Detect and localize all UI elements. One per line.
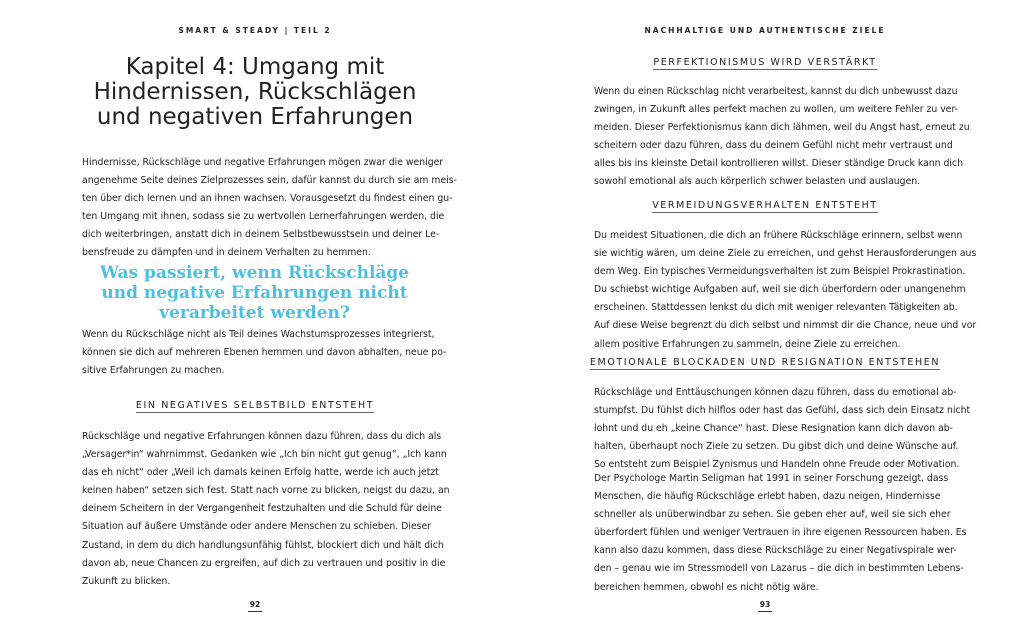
subheading-line: verarbeitet werden? [159,303,350,323]
title-line: Hindernissen, Rückschlägen [93,79,417,105]
text-line: dem Weg. Ein typisches Vermeidungsverhalten ist zum Beispiel Prokrastination. [594,266,966,278]
paragraph [594,227,977,354]
text-line: sowohl emotional als auch körperlich schwer belasten und auslaugen. [594,176,921,188]
text-line: erscheinen. Stattdessen lenkst du dich mit weniger relevanten Tätigkeiten ab. [594,302,958,314]
text-line: überfordert fühlen und weniger Vertrauen in ihre eigenen Ressourcen haben. Es [594,527,967,539]
page-number [0,600,510,612]
section-heading-text: VERMEIDUNGSVERHALTEN ENTSTEHT [652,200,878,211]
text-line: sitive Erfahrungen zu machen. [82,365,225,377]
section-heading [0,400,510,413]
text-line: Der Psychologe Martin Seligman hat 1991 in seiner Forschung gezeigt, dass [594,473,949,484]
text-line: Hindernisse, Rückschläge und negative Erfahrungen mögen zwar die weniger [82,157,444,168]
text-line: „Versager*in“ wahrnimmst. Gedanken wie „Ich bin nicht gut genug“, „Ich kann [82,449,447,461]
text-line: Situation auf äußere Umstände oder andere Menschen zu schieben. Dieser [82,521,432,533]
text-line: halten, überhaupt noch Ziele zu setzen. Du gibst dich und deine Wünsche auf. [594,441,959,453]
text-line: Auf diese Weise begrenzt du dich selbst und nimmst dir die Chance, neue und vor [594,320,977,332]
section-heading-text: EIN NEGATIVES SELBSTBILD ENTSTEHT [135,400,375,411]
text-line: Du schiebst wichtige Aufgaben auf, weil sie dich überfordern oder unangenehm [594,284,966,296]
text-line: Rückschläge und Enttäuschungen können dazu führen, dass du emotional ab- [594,387,957,398]
text-line: Rückschläge und negative Erfahrungen können dazu führen, dass du dich als [82,431,442,442]
section-heading [510,57,1020,70]
text-line: kann also dazu kommen, dass diese Rückschläge zu einer Negativspirale wer- [594,545,957,557]
intro-paragraph [82,154,457,263]
text-line: allem positive Erfahrungen zu sammeln, deine Ziele zu erreichen. [594,338,901,350]
subheading [82,263,427,323]
page-number [510,600,1020,612]
text-line: lohnt und du eh „keine Chance“ hast. Diese Resignation kann dich davon ab- [594,423,954,435]
page-number-text: 92 [248,600,262,612]
text-line: stumpfst. Du fühlst dich hilflos oder hast das Gefühl, dass sich dein Einsatz nicht [594,405,971,417]
paragraph [82,428,450,591]
text-line: Zukunft zu blicken. [82,575,171,587]
text-line: Zustand, in dem du dich handlungsunfähig fühlst, blockiert dich und hält dich [82,539,444,551]
text-line: keinen haben“ setzen sich fest. Statt nach vorne zu blicken, neigst du dazu, an [82,485,450,497]
title-line: Kapitel 4: Umgang mit [125,54,385,80]
paragraph [594,470,967,597]
running-head: SMART & STEADY | TEIL 2 [178,26,332,35]
paragraph [594,83,970,192]
text-line: So entsteht zum Beispiel Zynismus und Handeln ohne Freude oder Motivation. [594,459,960,471]
paragraph [594,384,971,474]
text-line: das eh nicht“ oder „Weil ich damals keinen Erfolg hatte, werde ich auch jetzt [82,467,439,479]
page-number-text: 93 [758,600,772,612]
section-heading [510,200,1020,213]
text-line: Wenn du Rückschläge nicht als Teil deines Wachstumsprozesses integrierst, [82,329,435,340]
text-line: deinem Scheitern in der Vergangenheit festzuhalten und die Schuld für deine [82,503,442,515]
running-head: NACHHALTIGE UND AUTHENTISCHE ZIELE [644,26,886,35]
text-line: bereichen hemmen, obwohl es nicht nötig wäre. [594,581,819,593]
section-heading-text: PERFEKTIONISMUS WIRD VERSTÄRKT [653,57,877,68]
text-line: Wenn du einen Rückschlag nicht verarbeitest, kannst du dich unbewusst dazu [594,86,958,97]
section-heading-text: EMOTIONALE BLOCKADEN UND RESIGNATION ENTSTEHEN [589,357,941,368]
text-line: können sie dich auf mehreren Ebenen hemmen und davon abhalten, neue po- [82,347,447,359]
right-page [510,0,1020,630]
chapter-title [60,55,450,130]
text-line: zwingen, in Zukunft alles perfekt machen zu wollen, um weitere Fehler zu ver- [594,104,959,116]
subheading-line: Was passiert, wenn Rückschläge [99,263,410,283]
text-line: Menschen, die häufig Rückschläge erlebt haben, dazu neigen, Hindernisse [594,491,941,503]
text-line: scheitern oder dazu führen, dass du deinem Gefühl nicht mehr vertraust und [594,140,953,152]
section-heading [510,357,1020,370]
text-line: den – genau wie im Stressmodell von Lazarus – die dich in bestimmten Lebens- [594,563,964,575]
text-line: davon ab, neue Chancen zu ergreifen, auf dich zu vertrauen und positiv in die [82,557,446,569]
text-line: dich weiterbringen, anstatt dich in deinem Selbstbewusstsein und deiner Le- [82,229,440,241]
text-line: schneller als unüberwindbar zu sehen. Sie geben eher auf, weil sie sich eher [594,509,951,521]
text-line: angenehme Seite deines Zielprozesses sein, dafür kannst du durch sie am meis- [82,175,457,187]
subheading-line: und negative Erfahrungen nicht [101,283,408,303]
text-line: alles bis ins kleinste Detail kontrollieren willst. Dieser ständige Druck kann dich [594,158,964,170]
title-line: und negativen Erfahrungen [96,104,414,130]
text-line: ten über dich lernen und an ihnen wachsen. Vorausgesetzt du findest einen gu- [82,193,453,205]
text-line: sie wichtig wären, um deine Ziele zu erreichen, und gehst Herausforderungen aus [594,248,977,260]
text-line: Du meidest Situationen, die dich an frühere Rückschläge erinnern, selbst wenn [594,230,963,241]
text-line: bensfreude zu dämpfen und in deinem Verhalten zu hemmen. [82,247,371,259]
text-line: ten Umgang mit ihnen, sodass sie zu wertvollen Lernerfahrungen werden, die [82,211,445,223]
paragraph [82,326,447,380]
text-line: meiden. Dieser Perfektionismus kann dich lähmen, weil du Angst hast, erneut zu [594,122,970,134]
